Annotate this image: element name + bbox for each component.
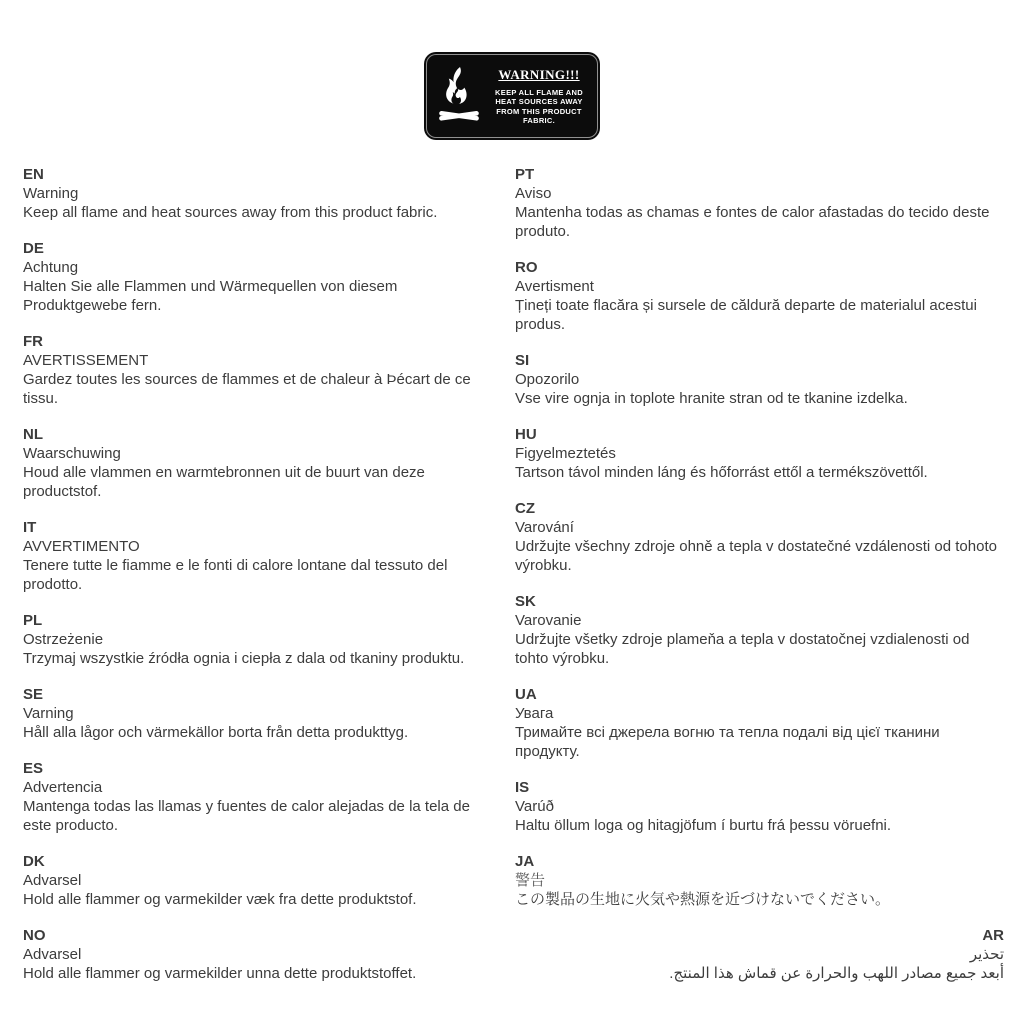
warning-badge-caption-line: FROM THIS PRODUCT	[496, 106, 582, 116]
language-entry-pt	[515, 165, 1004, 241]
language-code: JA	[515, 853, 535, 870]
warning-word: 警告	[515, 872, 546, 889]
language-code: IT	[23, 519, 37, 536]
warning-word: Avertisment	[515, 278, 594, 295]
warning-word: Advarsel	[23, 946, 82, 963]
warning-word: AVERTISSEMENT	[23, 352, 149, 369]
warning-word: Advertencia	[23, 779, 103, 796]
language-entry-cz	[515, 499, 1004, 575]
warning-sentence: Halten Sie alle Flammen und Wärmequellen von diesem Produktgewebe fern.	[23, 278, 398, 314]
campfire-icon	[436, 66, 482, 126]
warning-word: Warning	[23, 185, 79, 202]
language-entry-pl	[23, 611, 491, 668]
warning-word: Opozorilo	[515, 371, 580, 388]
warning-word: Waarschuwing	[23, 445, 121, 462]
language-code: DK	[23, 853, 45, 870]
warning-badge-caption	[495, 88, 583, 126]
warning-sentence: Mantenha todas as chamas e fontes de calor afastadas do tecido deste produto.	[515, 204, 990, 240]
warning-word: Увага	[515, 705, 554, 722]
language-code: FR	[23, 333, 43, 350]
language-entry-ro	[515, 258, 1004, 334]
language-entry-fr	[23, 332, 491, 408]
language-entry-it	[23, 518, 491, 594]
language-entry-ua	[515, 685, 1004, 761]
warning-word: Varning	[23, 705, 74, 722]
warning-word: Varování	[515, 519, 574, 536]
language-entry-no	[23, 926, 491, 983]
warning-badge-title: WARNING!!!	[498, 66, 580, 82]
warning-word: Varovanie	[515, 612, 582, 629]
language-entry-ja	[515, 852, 1004, 909]
warning-sentence: Håll alla lågor och värmekällor borta från detta produkttyg.	[23, 724, 409, 741]
warning-badge-caption-line: FABRIC.	[522, 116, 556, 125]
language-code: EN	[23, 166, 44, 183]
language-code: ES	[23, 760, 44, 777]
language-code: AR	[982, 927, 1004, 944]
warning-sentence: Gardez toutes les sources de flammes et de chaleur à Þécart de ce tissu.	[23, 371, 471, 407]
warning-sentence: Mantenga todas las llamas y fuentes de calor alejadas de la tela de este producto.	[23, 798, 470, 834]
warning-sentence: Tenere tutte le fiamme e le fonti di calore lontane dal tessuto del prodotto.	[23, 557, 448, 593]
language-entry-si	[515, 351, 1004, 408]
language-code: PT	[515, 166, 535, 183]
warning-badge-caption-line: KEEP ALL FLAME AND	[495, 87, 583, 97]
language-entry-se	[23, 685, 491, 742]
language-code: HU	[515, 426, 537, 443]
warning-badge-text	[488, 67, 590, 126]
language-code: SE	[23, 686, 44, 703]
warning-word: Varúð	[515, 798, 554, 815]
language-code: IS	[515, 779, 530, 796]
warning-word: Ostrzeżenie	[23, 631, 104, 648]
warning-sentence: Udržujte všechny zdroje ohně a tepla v dostatečné vzdálenosti od tohoto výrobku.	[515, 538, 997, 574]
language-code: SK	[515, 593, 536, 610]
warning-sentence: Trzymaj wszystkie źródła ognia i ciepła z dala od tkaniny produktu.	[23, 650, 465, 667]
warning-sentence: Tartson távol minden láng és hőforrást ettől a termékszövettől.	[515, 464, 928, 481]
warning-badge-caption-line: HEAT SOURCES AWAY	[495, 97, 583, 106]
warning-sentence: Hold alle flammer og varmekilder unna dette produktstoffet.	[23, 965, 417, 982]
warning-sentence: Vse vire ognja in toplote hranite stran od te tkanine izdelka.	[515, 390, 908, 407]
right-column	[515, 165, 1004, 1000]
language-entry-hu	[515, 425, 1004, 482]
language-entry-de	[23, 239, 491, 315]
language-code: DE	[23, 240, 44, 257]
language-code: CZ	[515, 500, 535, 517]
warning-word: Advarsel	[23, 872, 82, 889]
warning-sentence: Haltu öllum loga og hitagjöfum í burtu frá þessu vöruefni.	[515, 817, 892, 834]
warning-word: تحذير	[969, 946, 1004, 963]
language-entry-es	[23, 759, 491, 835]
language-code: NO	[23, 927, 46, 944]
warning-word: Figyelmeztetés	[515, 445, 616, 462]
language-code: UA	[515, 686, 537, 703]
warning-sentence: Keep all flame and heat sources away from this product fabric.	[23, 204, 438, 221]
language-entry-ar	[515, 926, 1004, 983]
warning-word: AVVERTIMENTO	[23, 538, 140, 555]
language-code: NL	[23, 426, 43, 443]
language-entry-en	[23, 165, 491, 222]
left-column	[23, 165, 491, 1000]
language-code: SI	[515, 352, 530, 369]
language-code: PL	[23, 612, 43, 629]
language-columns	[23, 165, 1004, 1000]
language-entry-nl	[23, 425, 491, 501]
warning-sentence: أبعد جميع مصادر اللهب والحرارة عن قماش هذا المنتج.	[669, 965, 1004, 982]
language-entry-sk	[515, 592, 1004, 668]
warning-badge	[426, 54, 598, 138]
warning-word: Aviso	[515, 185, 552, 202]
warning-sentence: Houd alle vlammen en warmtebronnen uit de buurt van deze productstof.	[23, 464, 425, 500]
warning-word: Achtung	[23, 259, 79, 276]
warning-sentence: Țineți toate flacăra și sursele de căldură departe de materialul acestui produs.	[515, 297, 977, 333]
warning-sentence: Тримайте всі джерела вогню та тепла подалі від цієї тканини продукту.	[515, 724, 940, 760]
warning-sentence: Udržujte všetky zdroje plameňa a tepla v dostatočnej vzdialenosti od tohto výrobku.	[515, 631, 970, 667]
language-entry-dk	[23, 852, 491, 909]
language-code: RO	[515, 259, 538, 276]
language-entry-is	[515, 778, 1004, 835]
warning-sentence: この製品の生地に火気や熱源を近づけないでください。	[515, 891, 891, 908]
warning-sentence: Hold alle flammer og varmekilder væk fra dette produktstof.	[23, 891, 417, 908]
